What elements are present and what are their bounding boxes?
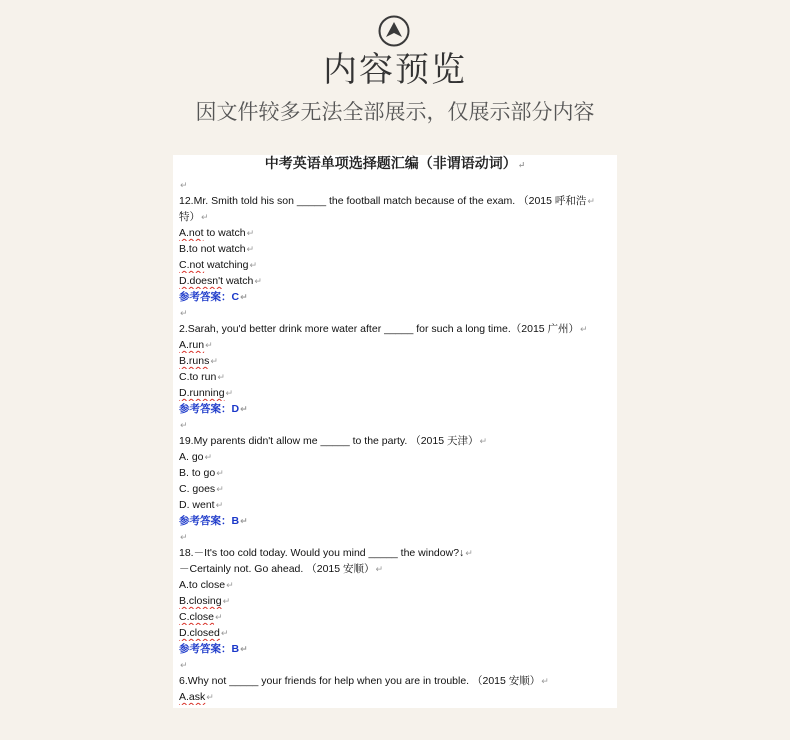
line-text: 参考答案：C (179, 291, 240, 303)
line-text: 12.Mr. Smith told his son _____ the football match because of the exam. （2015 呼和浩 (179, 195, 587, 207)
paragraph-mark: ↵ (210, 356, 218, 366)
paragraph-mark: ↵ (180, 660, 188, 670)
paragraph-mark: ↵ (240, 292, 248, 302)
line-text: watch (223, 275, 254, 287)
line-text: A.to close (179, 579, 226, 591)
option-line (179, 385, 611, 401)
line-text: 19.My parents didn't allow me _____ to the party. （2015 天津） (179, 435, 479, 447)
paragraph-mark: ↵ (220, 628, 229, 638)
paragraph-mark: ↵ (465, 548, 473, 558)
option-line (179, 689, 611, 705)
line-text: C.to run (179, 371, 217, 383)
paragraph-mark: ↵ (246, 228, 255, 238)
option-line (179, 577, 611, 593)
line-text: 特） (179, 211, 200, 223)
option-line (179, 241, 611, 257)
paragraph-mark: ↵ (180, 308, 188, 318)
line-text: 18.－It's too cold today. Would you mind _____ the window?↓ (179, 547, 465, 559)
option-line (179, 369, 611, 385)
paragraph-mark: ↵ (180, 532, 188, 542)
blank-line (179, 305, 611, 321)
option-line (179, 481, 611, 497)
paragraph-mark: ↵ (206, 692, 214, 702)
option-line (179, 449, 611, 465)
line-text: －Certainly not. Go ahead. （2015 安顺） (179, 563, 375, 575)
spellcheck-word: D.closed (179, 627, 220, 639)
paragraph-mark: ↵ (216, 484, 224, 494)
line-text: 6.Why not _____ your friends for help when you are in trouble. （2015 安顺） (179, 675, 541, 687)
question-line (179, 433, 611, 449)
line-text: 2.Sarah, you'd better drink more water after _____ for such a long time.（2015 广州） (179, 323, 580, 335)
spellcheck-word: C.not (179, 259, 205, 271)
line-text: watching (204, 259, 249, 271)
option-line (179, 225, 611, 241)
paragraph-mark: ↵ (249, 260, 258, 270)
question-line (179, 673, 611, 689)
answer-line (179, 641, 611, 657)
paragraph-mark: ↵ (180, 180, 188, 190)
option-line (179, 257, 611, 273)
spellcheck-word: B.closing (179, 595, 222, 607)
paragraph-mark: ↵ (204, 452, 213, 462)
spellcheck-word: D.running (179, 387, 225, 399)
question-line (179, 321, 611, 337)
paragraph-mark: ↵ (205, 340, 213, 350)
line-text: D. went (179, 499, 215, 511)
option-line (179, 593, 611, 609)
paragraph-mark: ↵ (225, 388, 234, 398)
line-text: B. to go (179, 467, 216, 479)
paragraph-mark: ↵ (201, 212, 209, 222)
line-text: 参考答案：B (179, 643, 240, 655)
question-line (179, 561, 611, 577)
document-preview (173, 155, 617, 708)
logo-arrow-icon (378, 15, 410, 47)
spellcheck-word: A.not (179, 227, 204, 239)
question-line (179, 545, 611, 561)
option-line (179, 497, 611, 513)
option-line (179, 337, 611, 353)
paragraph-mark: ↵ (217, 372, 225, 382)
option-line (179, 609, 611, 625)
paragraph-mark: ↵ (246, 244, 255, 254)
paragraph-mark: ↵ (240, 404, 248, 414)
question-line (179, 209, 611, 225)
option-line (179, 625, 611, 641)
paragraph-mark: ↵ (226, 580, 234, 590)
blank-line (179, 417, 611, 433)
line-text: 参考答案：B (179, 515, 240, 527)
line-text: 参考答案：D (179, 403, 240, 415)
line-text: to watch (203, 227, 246, 239)
paragraph-mark: ↵ (254, 276, 262, 286)
document-title: 中考英语单项选择题汇编（非谓语动词）↵ (264, 156, 526, 172)
blank-line (179, 529, 611, 545)
page-title: 内容预览 (323, 50, 467, 90)
paragraph-mark: ↵ (222, 596, 231, 606)
spellcheck-word: A.ask (179, 691, 206, 703)
paragraph-mark: ↵ (541, 676, 549, 686)
paragraph-mark: ↵ (479, 436, 488, 446)
option-line (179, 465, 611, 481)
spellcheck-word: D.doesn't (179, 275, 224, 287)
paragraph-mark: ↵ (216, 468, 224, 478)
answer-line (179, 513, 611, 529)
paragraph-mark: ↵ (587, 196, 595, 206)
option-line (179, 353, 611, 369)
spellcheck-word: A.run (179, 339, 205, 351)
paragraph-mark: ↵ (580, 324, 588, 334)
preview-header (0, 0, 790, 150)
paragraph-mark: ↵ (375, 564, 384, 574)
answer-line (179, 289, 611, 305)
page-subtitle: 因文件较多无法全部展示，仅展示部分内容 (195, 100, 595, 124)
answer-line (179, 401, 611, 417)
option-line (179, 273, 611, 289)
paragraph-mark: ↵ (215, 612, 223, 622)
line-text: A. go (179, 451, 204, 463)
document-body (179, 177, 611, 705)
paragraph-mark: ↵ (240, 644, 248, 654)
spellcheck-word: C.close (179, 611, 215, 623)
question-line (179, 193, 611, 209)
paragraph-mark: ↵ (240, 516, 248, 526)
paragraph-mark: ↵ (180, 420, 188, 430)
line-text: C. goes (179, 483, 216, 495)
blank-line (179, 657, 611, 673)
line-text: B.to not watch (179, 243, 246, 255)
spellcheck-word: B.runs (179, 355, 210, 367)
blank-line (179, 177, 611, 193)
paragraph-mark: ↵ (215, 500, 224, 510)
